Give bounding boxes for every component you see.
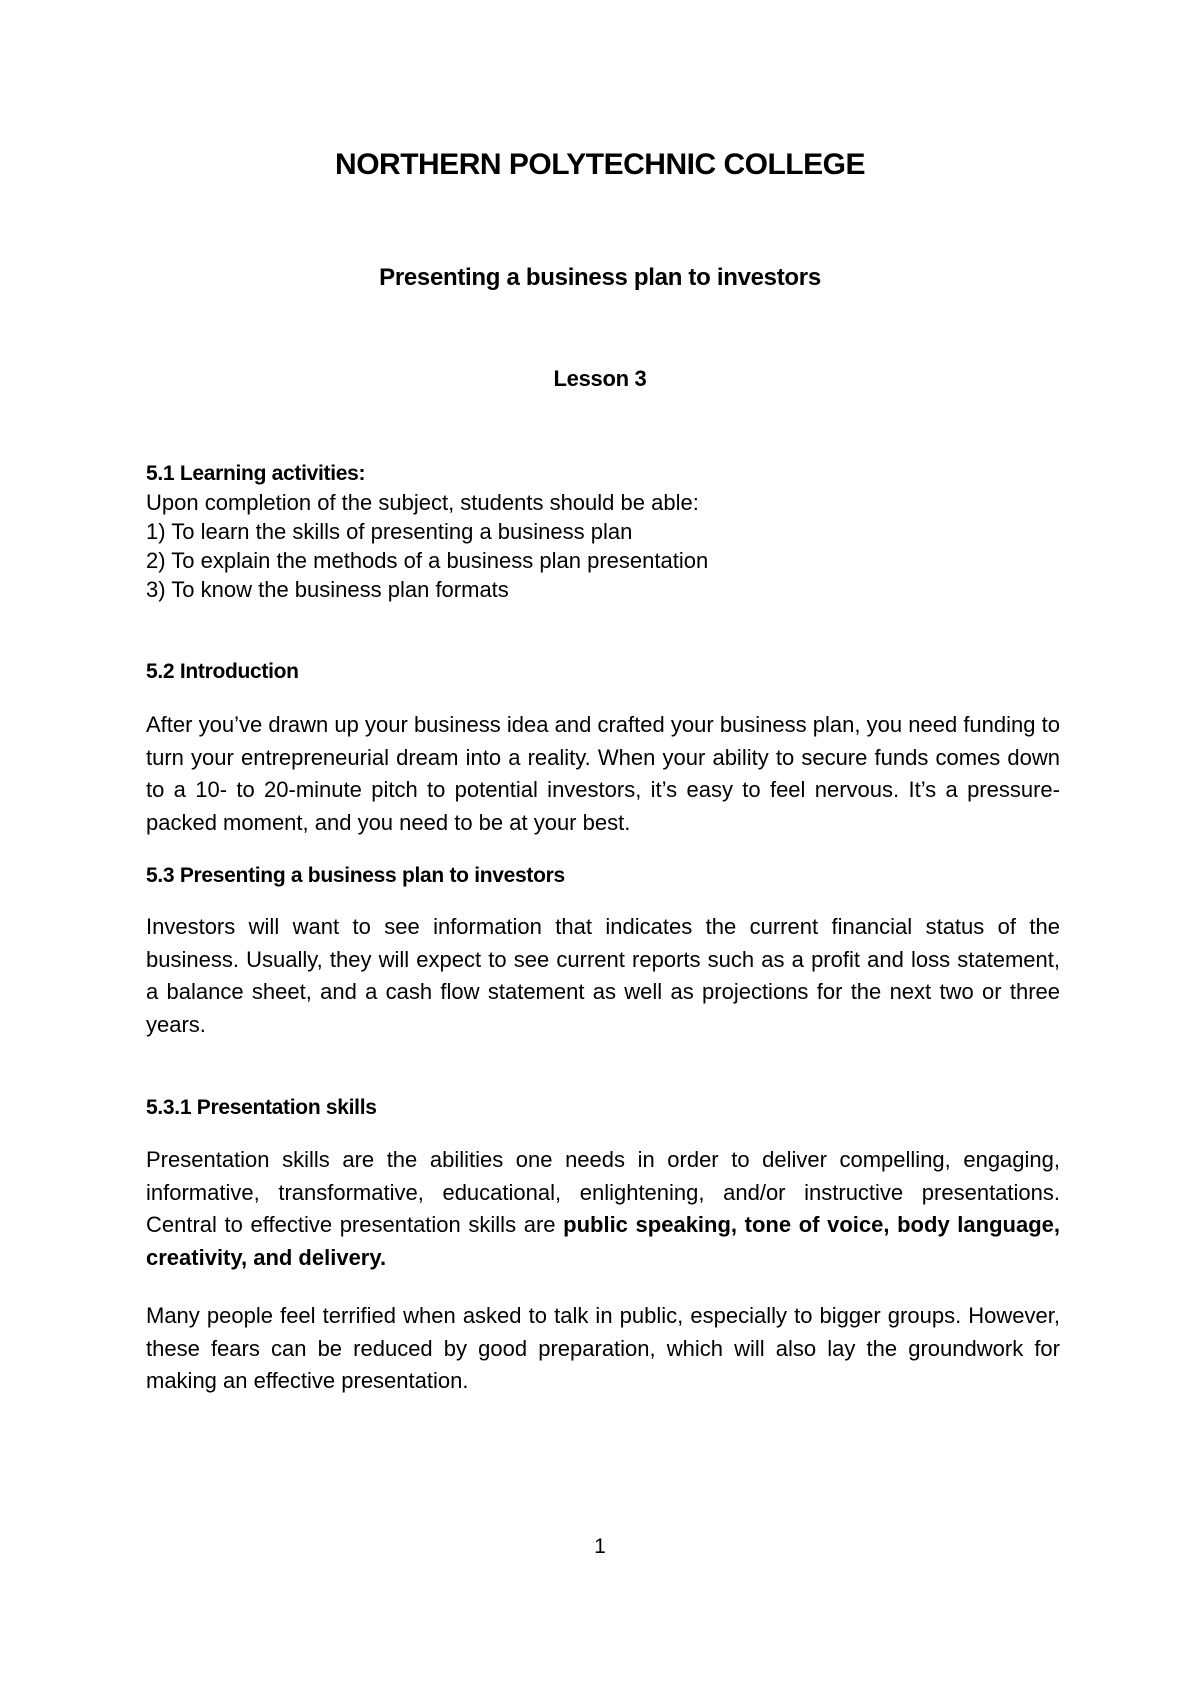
section-heading-learning: 5.1 Learning activities: bbox=[146, 462, 366, 485]
presenting-paragraph: Investors will want to see information that indicates the current financial status of the business. Usually, they will expect to see current reports such as a profit and loss statement, a balance sheet, and a cash flow statement as well as projections for the next two or three years. bbox=[146, 914, 1060, 1037]
section-skills-heading-wrap bbox=[146, 1093, 1060, 1122]
page-number: 1 bbox=[594, 1535, 606, 1558]
learning-objective-1: 1) To learn the skills of presenting a business plan bbox=[146, 519, 633, 544]
learning-objective-3: 3) To know the business plan formats bbox=[146, 577, 509, 602]
skills-text: Presentation skills are the abilities one needs in order to deliver compelling, engaging, informative, transformative, educational, enlightening, and/or instructive presentations. Central to effective presentation skills are bbox=[146, 1147, 1060, 1237]
section-presenting-heading-wrap bbox=[146, 861, 1060, 890]
skills-key-terms: public speaking, tone of voice, body language, creativity, and delivery. bbox=[146, 1212, 1060, 1270]
institution-name: NORTHERN POLYTECHNIC COLLEGE bbox=[335, 148, 865, 181]
section-learning-activities bbox=[146, 459, 1060, 604]
section-skills-body-wrap bbox=[146, 1144, 1060, 1274]
section-heading-skills: 5.3.1 Presentation skills bbox=[146, 1096, 377, 1119]
learning-intro: Upon completion of the subject, students should be able: bbox=[146, 490, 699, 515]
section-introduction-body-wrap bbox=[146, 709, 1060, 839]
introduction-paragraph: After you’ve drawn up your business idea and crafted your business plan, you need funding to turn your entrepreneurial dream into a reality. When your ability to secure funds comes down to a 10- to 20-minute pitch to potential investors, it’s easy to feel nervous. It’s a pressure-packed moment, and you need to be at your best. bbox=[146, 712, 1060, 835]
lesson-label: Lesson 3 bbox=[553, 366, 647, 391]
document-title: Presenting a business plan to investors bbox=[379, 264, 821, 291]
skills-paragraph-2: Many people feel terrified when asked to talk in public, especially to bigger groups. However, these fears can be reduced by good preparation, which will also lay the groundwork for making an effective presentation. bbox=[146, 1303, 1060, 1393]
section-heading-introduction: 5.2 Introduction bbox=[146, 660, 299, 683]
section-skills-body2-wrap bbox=[146, 1300, 1060, 1398]
section-introduction-heading-wrap bbox=[146, 657, 1060, 686]
learning-objective-2: 2) To explain the methods of a business plan presentation bbox=[146, 548, 709, 573]
section-heading-presenting: 5.3 Presenting a business plan to investors bbox=[146, 864, 565, 887]
skills-paragraph bbox=[146, 1144, 1060, 1274]
section-presenting-body-wrap bbox=[146, 911, 1060, 1041]
